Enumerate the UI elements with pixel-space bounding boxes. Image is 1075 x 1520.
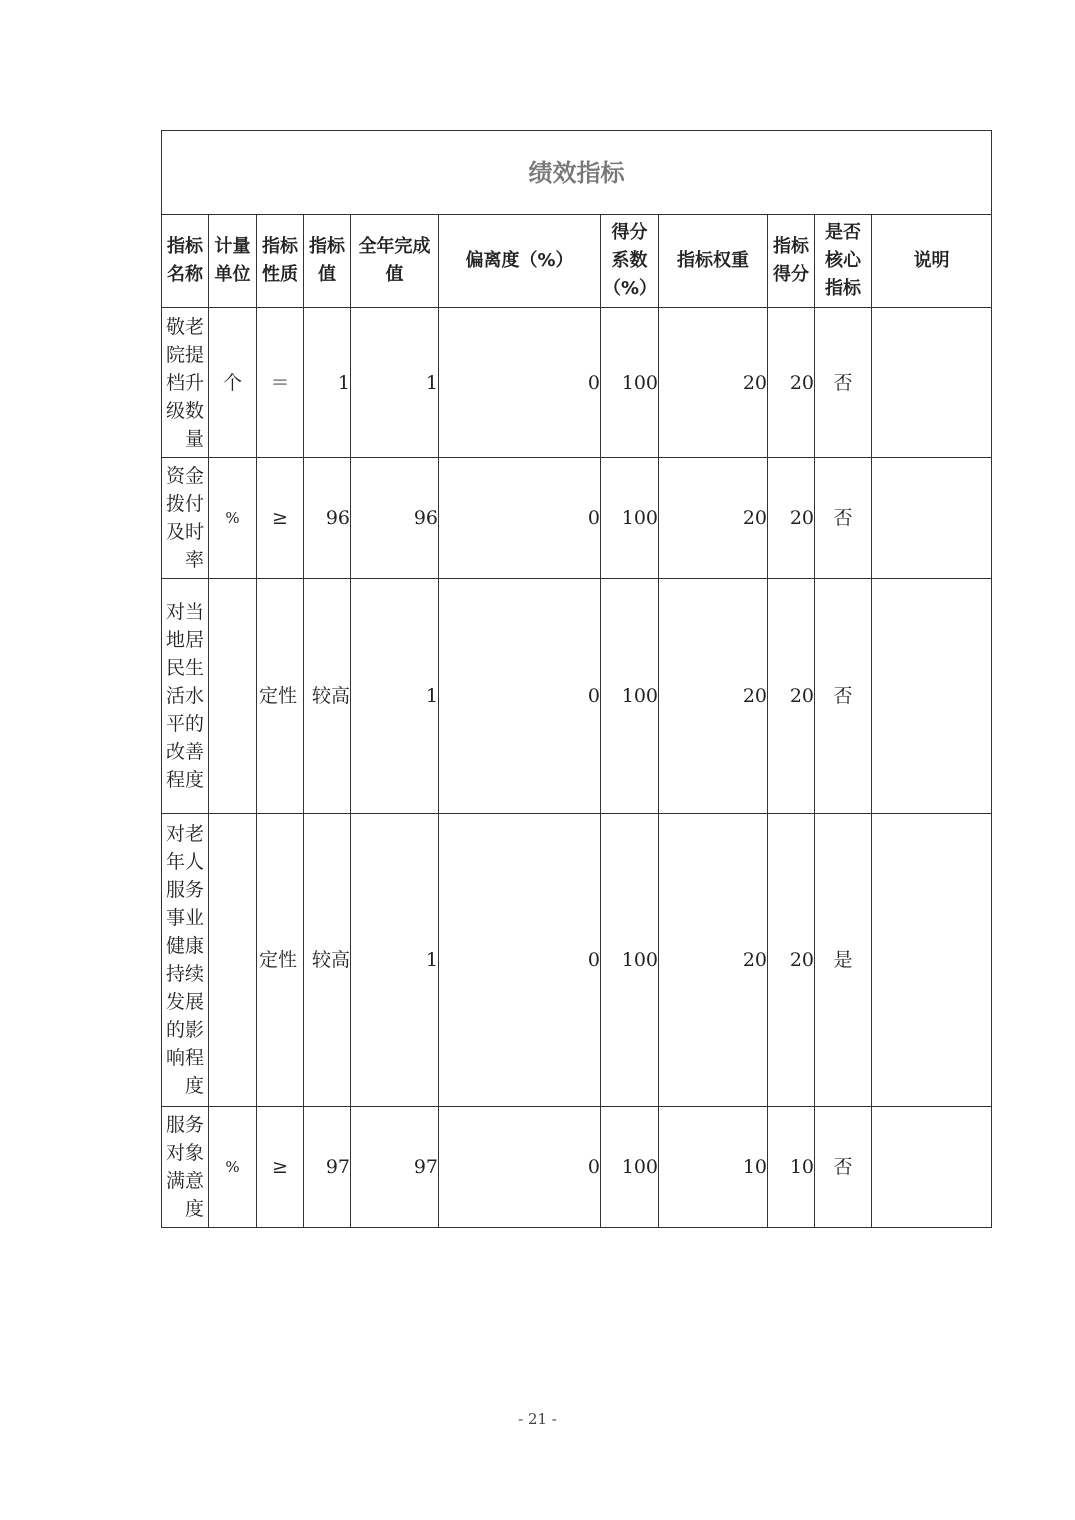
- deviation-cell: 0: [439, 308, 601, 458]
- note-cell: [872, 579, 992, 814]
- header-core: 是否核心指标: [815, 215, 872, 308]
- header-score: 指标得分: [768, 215, 815, 308]
- score-cell: 10: [768, 1107, 815, 1228]
- nature-cell: 定性: [257, 814, 304, 1107]
- table-row: [162, 814, 992, 1107]
- score-cell: 20: [768, 579, 815, 814]
- core-cell: 否: [815, 1107, 872, 1228]
- coefficient-cell: 100: [601, 579, 659, 814]
- note-cell: [872, 458, 992, 579]
- weight-cell: 20: [659, 458, 768, 579]
- header-indicator-name: 指标名称: [162, 215, 209, 308]
- header-deviation: 偏离度（%）: [439, 215, 601, 308]
- note-cell: [872, 1107, 992, 1228]
- deviation-cell: 0: [439, 458, 601, 579]
- actual-cell: 97: [351, 1107, 439, 1228]
- header-value: 指标值: [304, 215, 351, 308]
- header-unit: 计量单位: [209, 215, 257, 308]
- page-number: - 21 -: [518, 1410, 557, 1428]
- indicator-name: 服务对象满意度: [162, 1107, 209, 1228]
- unit-cell: [209, 579, 257, 814]
- weight-cell: 20: [659, 579, 768, 814]
- actual-cell: 1: [351, 814, 439, 1107]
- table-row: [162, 579, 992, 814]
- coefficient-cell: 100: [601, 458, 659, 579]
- unit-cell: [209, 814, 257, 1107]
- core-cell: 是: [815, 814, 872, 1107]
- table-title: 绩效指标: [162, 131, 992, 215]
- header-actual: 全年完成值: [351, 215, 439, 308]
- note-cell: [872, 814, 992, 1107]
- deviation-cell: 0: [439, 579, 601, 814]
- deviation-cell: 0: [439, 1107, 601, 1228]
- coefficient-cell: 100: [601, 814, 659, 1107]
- unit-cell: %: [209, 458, 257, 579]
- score-cell: 20: [768, 308, 815, 458]
- weight-cell: 10: [659, 1107, 768, 1228]
- unit-cell: %: [209, 1107, 257, 1228]
- note-cell: [872, 308, 992, 458]
- indicator-name: 对当地居民生活水平的改善程度: [162, 579, 209, 814]
- indicator-name: 对老年人服务事业健康持续发展的影响程度: [162, 814, 209, 1107]
- deviation-cell: 0: [439, 814, 601, 1107]
- score-cell: 20: [768, 458, 815, 579]
- score-cell: 20: [768, 814, 815, 1107]
- header-nature: 指标性质: [257, 215, 304, 308]
- weight-cell: 20: [659, 814, 768, 1107]
- indicator-name: 敬老院提档升级数量: [162, 308, 209, 458]
- weight-cell: 20: [659, 308, 768, 458]
- coefficient-cell: 100: [601, 308, 659, 458]
- unit-cell: 个: [209, 308, 257, 458]
- performance-indicator-table: [161, 130, 992, 1228]
- header-weight: 指标权重: [659, 215, 768, 308]
- value-cell: 96: [304, 458, 351, 579]
- value-cell: 较高: [304, 814, 351, 1107]
- header-coefficient: 得分系数（%）: [601, 215, 659, 308]
- actual-cell: 1: [351, 579, 439, 814]
- nature-cell: ≥: [257, 458, 304, 579]
- indicator-name: 资金拨付及时率: [162, 458, 209, 579]
- value-cell: 较高: [304, 579, 351, 814]
- core-cell: 否: [815, 308, 872, 458]
- core-cell: 否: [815, 458, 872, 579]
- table-row: [162, 1107, 992, 1228]
- table-row: [162, 458, 992, 579]
- table-row: [162, 308, 992, 458]
- core-cell: 否: [815, 579, 872, 814]
- header-row: [162, 215, 992, 308]
- nature-cell: ≥: [257, 1107, 304, 1228]
- value-cell: 97: [304, 1107, 351, 1228]
- coefficient-cell: 100: [601, 1107, 659, 1228]
- actual-cell: 96: [351, 458, 439, 579]
- nature-cell: 定性: [257, 579, 304, 814]
- nature-cell: ＝: [257, 308, 304, 458]
- header-note: 说明: [872, 215, 992, 308]
- actual-cell: 1: [351, 308, 439, 458]
- value-cell: 1: [304, 308, 351, 458]
